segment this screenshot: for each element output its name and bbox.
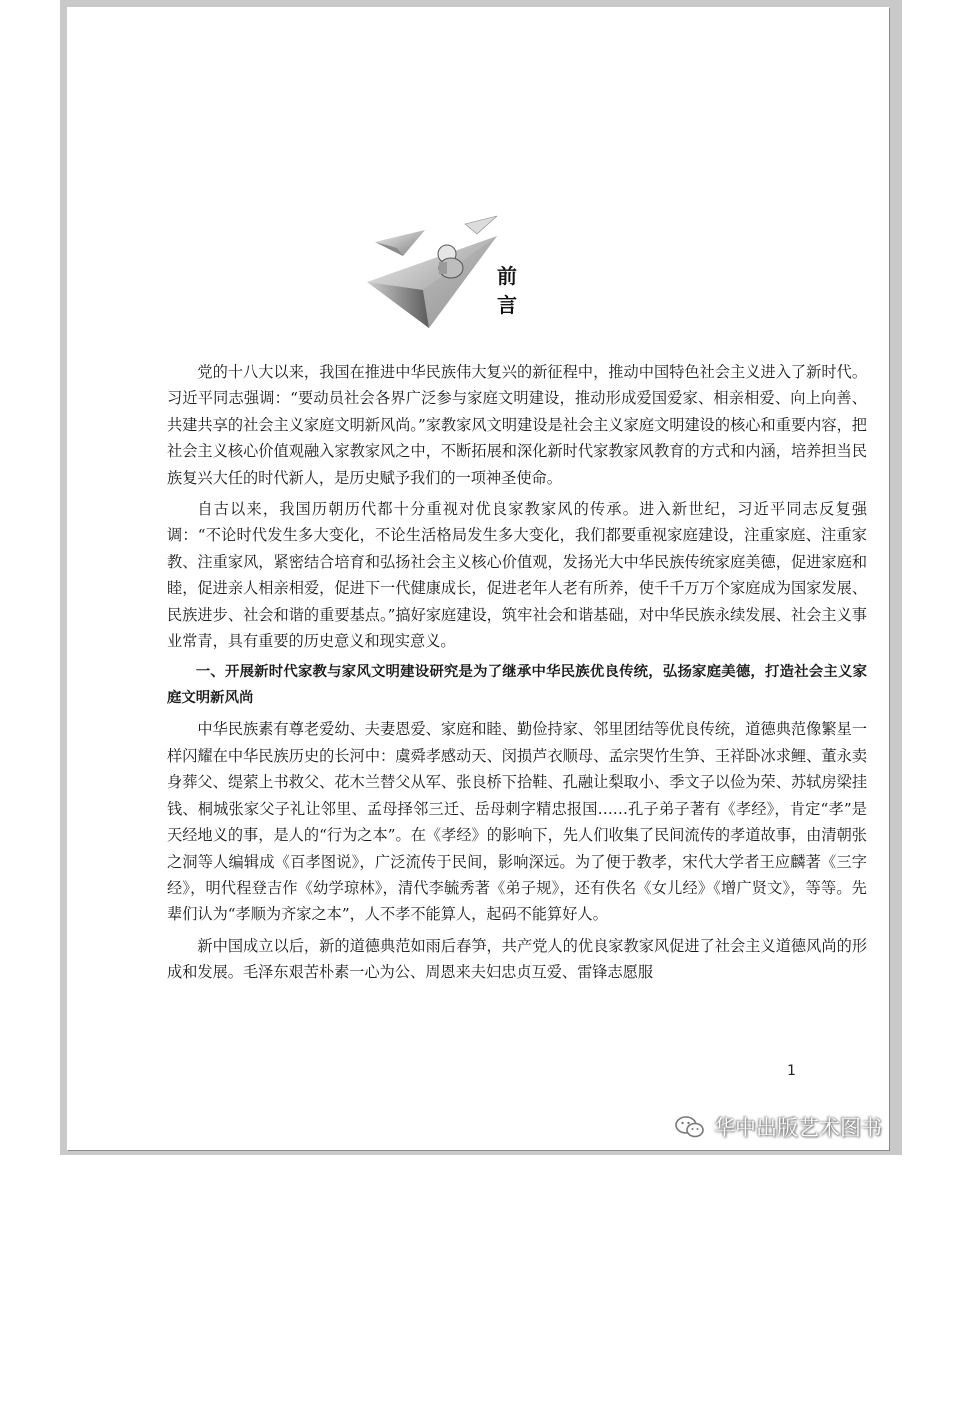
paragraph: 党的十八大以来，我国在推进中华民族伟大复兴的新征程中，推动中国特色社会主义进入了新时代。习近平同志强调：“要动员社会各界广泛参与家庭文明建设，推动形成爱国爱家、相亲相爱、向上向善、共建共享的社会主义家庭文明新风尚。”家教家风文明建设是社会主义家庭文明建设的核心和重要内容，把社会主义核心价值观融入家教家风之中，不断拓展和深化新时代家教家风教育的方式和内涵，培养担当民族复兴大任的时代新人，是历史赋予我们的一项神圣使命。 (167, 363, 867, 487)
paragraph: 自古以来，我国历朝历代都十分重视对优良家教家风的传承。进入新世纪，习近平同志反复强调：“不论时代发生多大变化，不论生活格局发生多大变化，我们都要重视家庭建设，注重家庭、注重家教、注重家风，紧密结合培育和弘扬社会主义核心价值观，发扬光大中华民族传统家庭美德，促进家庭和睦，促进亲人相亲相爱，促进下一代健康成长，促进老年人老有所养，使千千万万个家庭成为国家发展、民族进步、社会和谐的重要基点。”搞好家庭建设，筑牢社会和谐基础，对中华民族永续发展、社会主义事业常青，具有重要的历史意义和现实意义。 (167, 500, 867, 651)
paragraph: 中华民族素有尊老爱幼、夫妻恩爱、家庭和睦、勤俭持家、邻里团结等优良传统，道德典范像繁星一样闪耀在中华民族历史的长河中：虞舜孝感动天、闵损芦衣顺母、孟宗哭竹生笋、王祥卧冰求鲤、董永卖身葬父、缇萦上书救父、花木兰替父从军、张良桥下拾鞋、孔融让梨取小、季文子以俭为荣、苏轼房梁挂钱、桐城张家父子礼让邻里、孟母择邻三迁、岳母刺字精忠报国……孔子弟子著有《孝经》，肯定“孝”是天经地义的事，是人的“行为之本”。在《孝经》的影响下，先人们收集了民间流传的孝道故事，由清朝张之洞等人编辑成《百孝图说》，广泛流传于民间，影响深远。为了便于教孝，宋代大学者王应麟著《三字经》，明代程登吉作《幼学琼林》，清代李毓秀著《弟子规》，还有佚名《女儿经》《增广贤文》，等等。先辈们认为“孝顺为齐家之本”，人不孝不能算人，起码不能算好人。 (167, 720, 867, 924)
page-number: 1 (787, 1063, 796, 1079)
paragraph: 新中国成立以后，新的道德典范如雨后春笋，共产党人的优良家教家风促进了社会主义道德风尚的形成和发展。毛泽东艰苦朴素一心为公、周恩来夫妇忠贞互爱、雷锋志愿服 (167, 936, 867, 982)
section-heading: 一、开展新时代家教与家风文明建设研究是为了继承中华民族优良传统，弘扬家庭美德，打造社会主义家庭文明新风尚 (167, 664, 867, 707)
chapter-heading (367, 212, 617, 332)
body-text (167, 359, 867, 991)
page-title: 前 言 (497, 264, 617, 317)
watermark (674, 1107, 882, 1147)
wechat-icon (674, 1114, 706, 1140)
watermark-text: 华中出版艺术图书 (714, 1116, 882, 1140)
paper-plane-illustration (367, 212, 507, 332)
document-page (67, 7, 889, 1150)
